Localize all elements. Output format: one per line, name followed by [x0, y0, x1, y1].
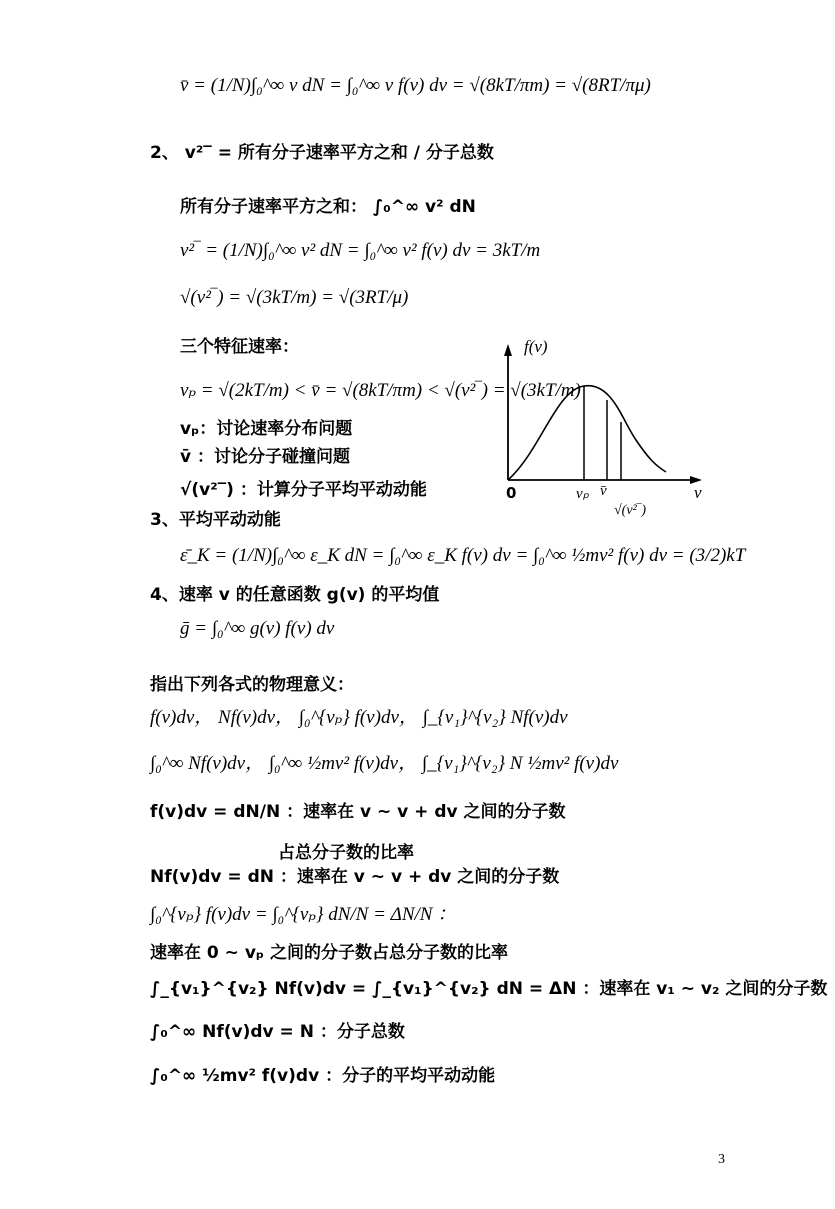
text-line-11: 3、平均平动动能	[150, 510, 281, 530]
vp-label: vₚ	[576, 486, 590, 502]
distribution-curve	[508, 386, 666, 480]
text-line-10: √(v²‾) ：计算分子平均平动动能	[180, 480, 427, 500]
y-axis-label: f(v)	[524, 337, 548, 356]
text-line-3: 所有分子速率平方之和： ∫₀^∞ v² dN	[180, 197, 476, 217]
text-line-4: v²‾ = (1/N)∫₀^∞ v² dN = ∫₀^∞ v² f(v) dv = 3kT/m	[180, 240, 541, 261]
text-line-13: 4、速率 v 的任意函数 g(v) 的平均值	[150, 585, 440, 605]
text-line-5: √(v²‾) = √(3kT/m) = √(3RT/μ)	[180, 287, 409, 308]
text-line-1: v̄ = (1/N)∫₀^∞ v dN = ∫₀^∞ v f(v) dv = √(8kT/πm) = √(8RT/πμ)	[180, 75, 651, 96]
text-line-20: Nf(v)dv = dN ：速率在 v ~ v + dv 之间的分子数	[150, 867, 560, 887]
y-axis-arrow	[504, 344, 512, 356]
text-line-17: ∫₀^∞ Nf(v)dv， ∫₀^∞ ½mv² f(v)dv， ∫_{v₁}^{v₂} N ½mv² f(v)dv	[150, 753, 619, 774]
text-line-18: f(v)dv = dN/N ：速率在 v ~ v + dv 之间的分子数	[150, 802, 566, 822]
text-line-6: 三个特征速率：	[180, 337, 299, 357]
text-line-19: 占总分子数的比率	[278, 843, 414, 863]
text-line-21: ∫₀^{vₚ} f(v)dv = ∫₀^{vₚ} dN/N = ΔN/N ：	[150, 904, 457, 925]
text-line-2: 2、 v²‾ = 所有分子速率平方之和 / 分子总数	[150, 143, 494, 163]
text-line-16: f(v)dv， Nf(v)dv， ∫₀^{vₚ} f(v)dv， ∫_{v₁}^{v₂} Nf(v)dv	[150, 707, 568, 728]
text-line-12: ε̄_K = (1/N)∫₀^∞ ε_K dN = ∫₀^∞ ε_K f(v) dv = ∫₀^∞ ½mv² f(v) dv = (3/2)kT	[180, 545, 746, 566]
x-axis-label: v	[694, 483, 702, 502]
text-line-24: ∫₀^∞ Nf(v)dv = N ：分子总数	[150, 1022, 405, 1042]
origin-label: 0	[506, 484, 517, 502]
page-number: 3	[718, 1152, 725, 1167]
text-line-23: ∫_{v₁}^{v₂} Nf(v)dv = ∫_{v₁}^{v₂} dN = ΔN ：速率在 v₁ ~ v₂ 之间的分子数	[150, 979, 828, 999]
text-line-7: vₚ = √(2kT/m) < v̄ = √(8kT/πm) < √(v²‾) = √(3kT/m)	[180, 380, 581, 401]
vbar-label: v̄	[600, 483, 607, 499]
text-line-14: ḡ = ∫₀^∞ g(v) f(v) dv	[180, 618, 335, 639]
vrms-label: √(v²‾)	[614, 503, 647, 518]
text-line-22: 速率在 0 ~ vₚ 之间的分子数占总分子数的比率	[150, 943, 508, 963]
text-line-8: vₚ：讨论速率分布问题	[180, 419, 353, 439]
text-line-9: v̄ ：讨论分子碰撞问题	[180, 447, 350, 467]
text-line-25: ∫₀^∞ ½mv² f(v)dv ：分子的平均平动动能	[150, 1066, 496, 1086]
speed-distribution-graph	[496, 330, 716, 520]
text-line-15: 指出下列各式的物理意义：	[150, 675, 354, 695]
